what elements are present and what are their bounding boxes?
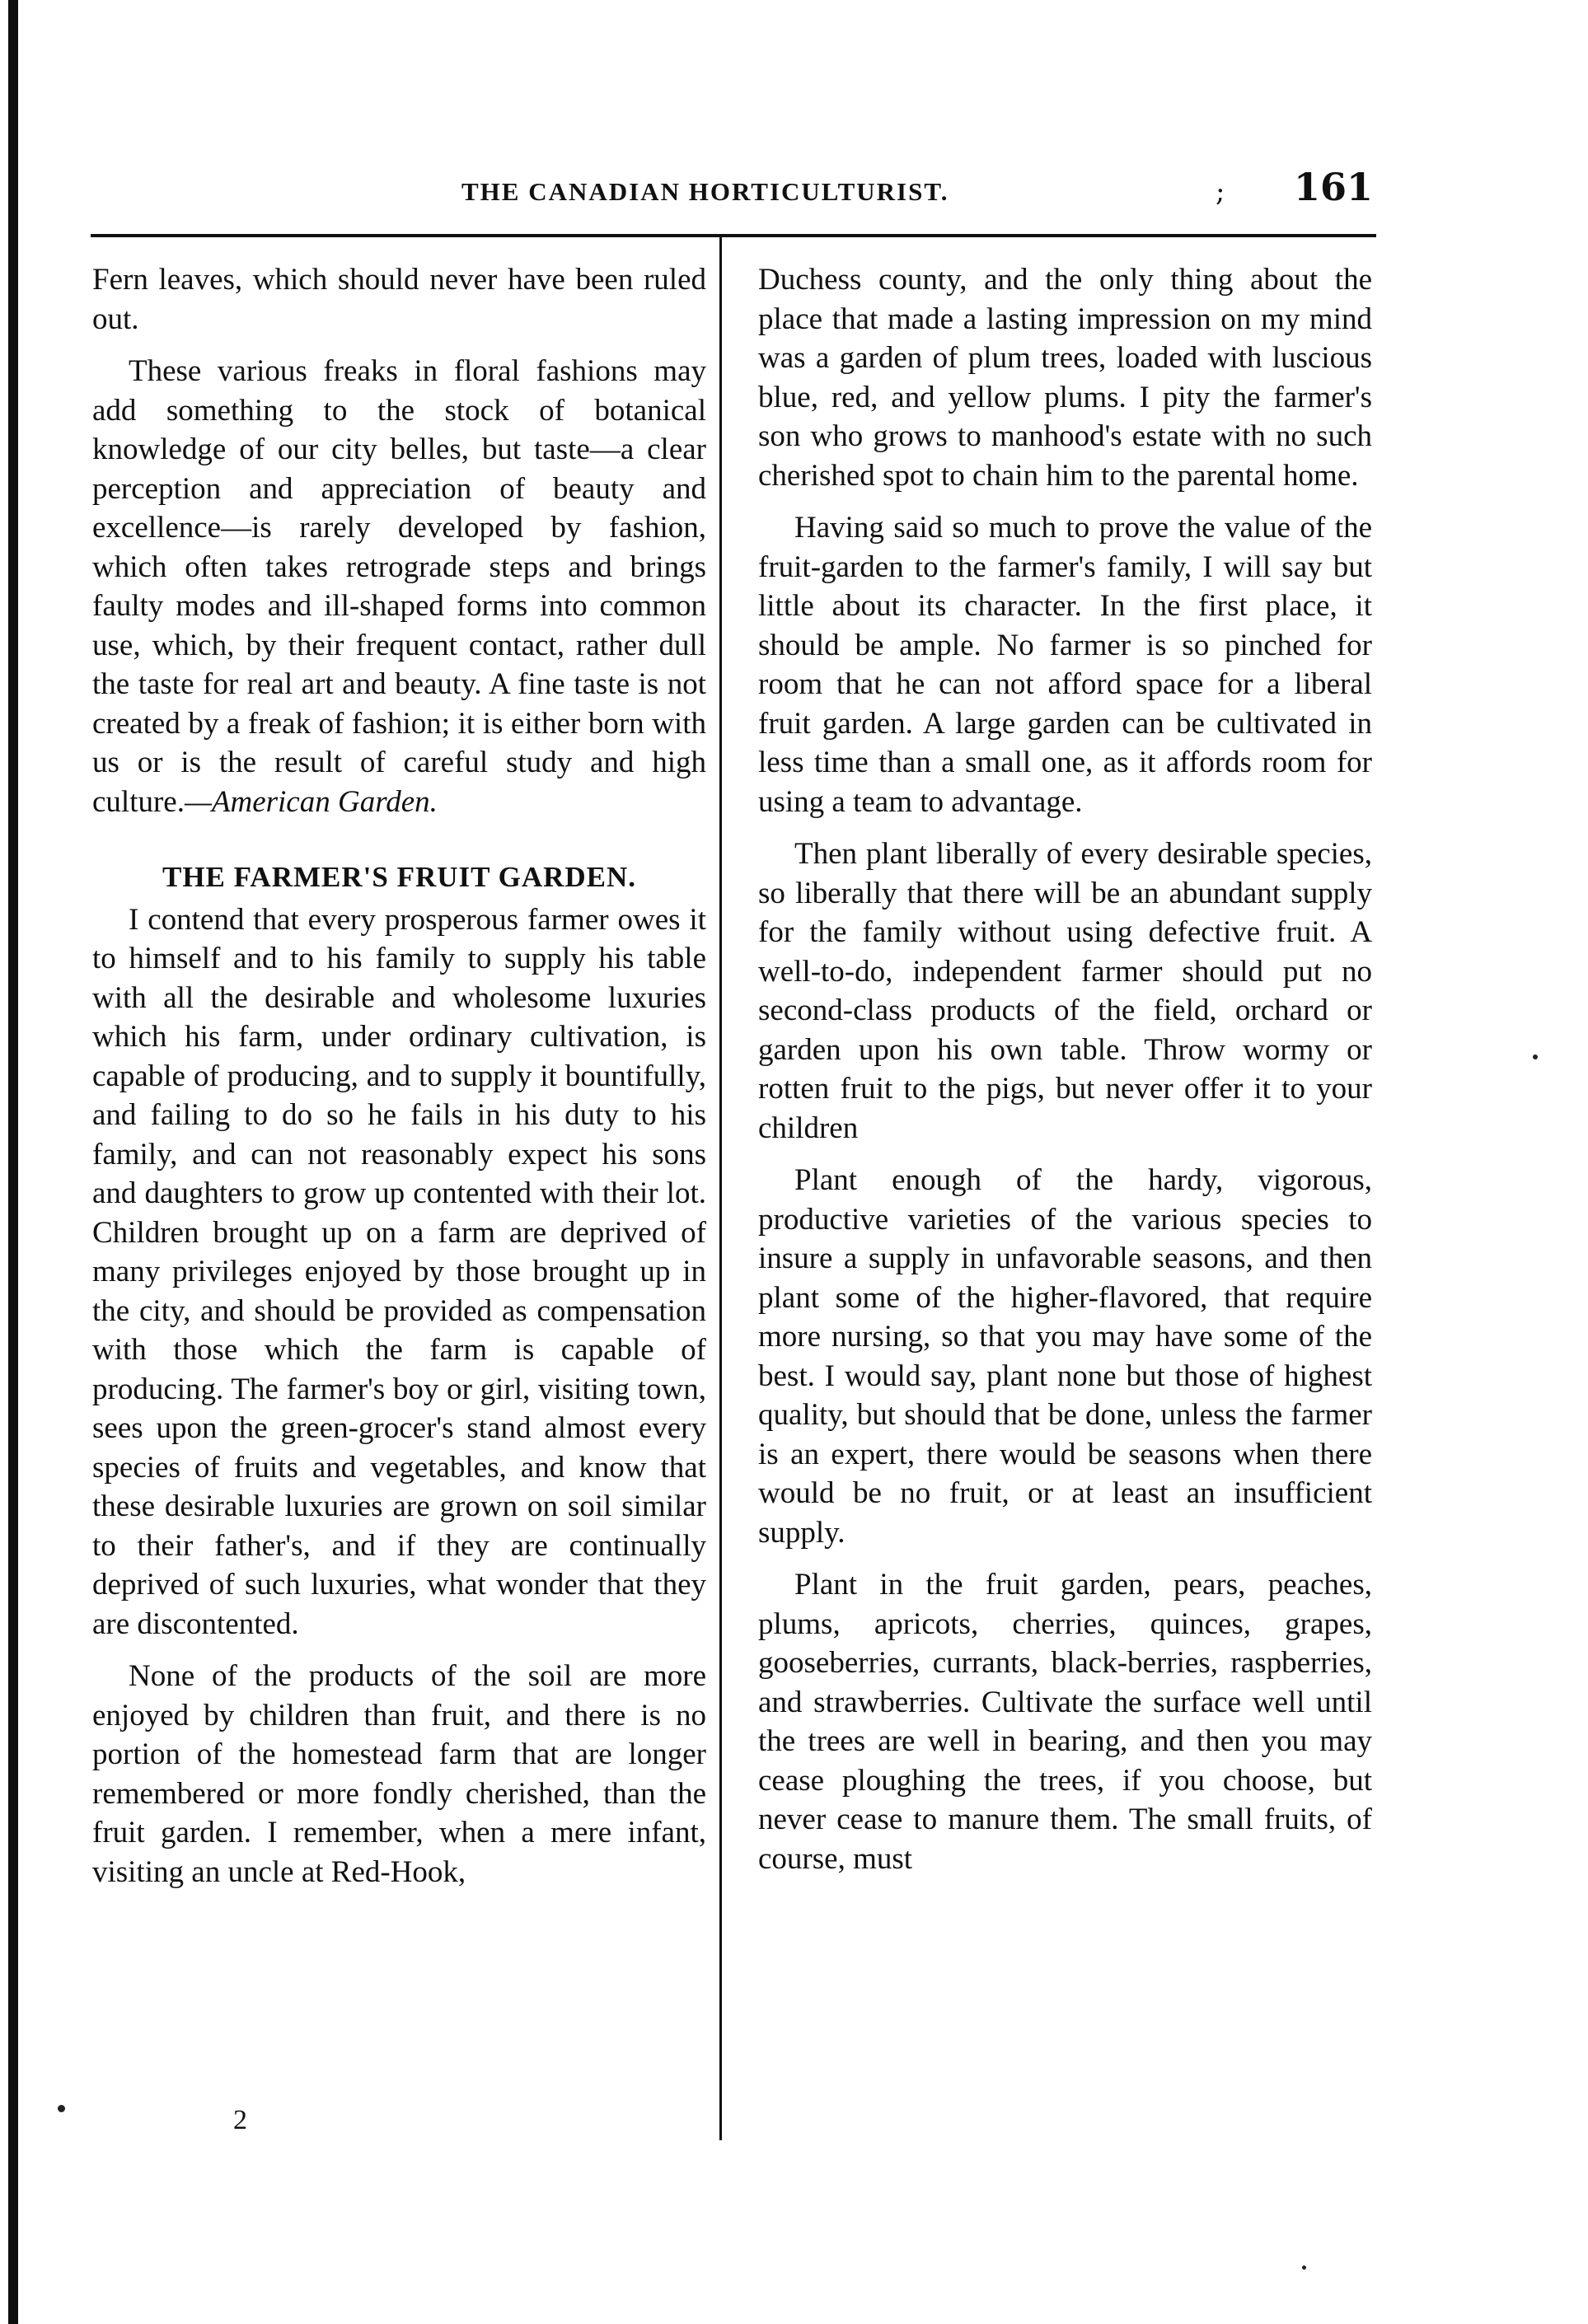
print-speck — [58, 2105, 65, 2112]
paragraph: Plant enough of the hardy, vigorous, productive varieties of the various species to insure a supply in unfavorable seasons, and then plant some of the higher-flavored, that require more nursing, so that you may have some of the best. I would say, plant none but those of highest quality, but should that be done, unless the farmer is an expert, there would be seasons when there would be no fruit, or at least an insufficient supply. — [758, 1163, 1372, 1550]
section-heading: THE FARMER'S FRUIT GARDEN. — [162, 861, 637, 893]
running-head: THE CANADIAN HORTICULTURIST. — [461, 177, 949, 206]
page-binding-edge — [8, 0, 18, 2324]
paragraph: Then plant liberally of every desirable species, so liberally that there will be an abundant supply for the family without using defective fruit. A well-to-do, independent farmer should put no second-class products of the field, orchard or garden upon his own table. Throw wormy or rotten fruit to the pigs, but never offer it to your children — [758, 837, 1372, 1145]
print-speck — [1302, 2266, 1306, 2270]
right-column — [758, 260, 1372, 1891]
citation: —American Garden. — [184, 784, 438, 819]
signature-mark: 2 — [233, 2105, 247, 2135]
left-column — [92, 260, 706, 1905]
print-speck — [1533, 1054, 1538, 1059]
paragraph: I contend that every prosperous farmer owes it to himself and to his family to supply his table with all the desirable and wholesome luxuries which his farm, under ordinary cultivation, is capable of producing, and to supply it bountifully, and failing to do so he fails in his duty to his family, and can not reasonably expect his sons and daughters to grow up contented with their lot. Children brought up on a farm are deprived of many privileges enjoyed by those brought up in the city, and should be provided as compensation with those which the farm is capable of producing. The farmer's boy or girl, visiting town, sees upon the green-grocer's stand almost every species of fruits and vegetables, and know that these desirable luxuries are grown on soil similar to their father's, and if they are continually deprived of such luxuries, what wonder that they are discontented. — [92, 902, 706, 1641]
paragraph-with-citation — [92, 352, 706, 821]
header-mark: ; — [1216, 175, 1225, 208]
paragraph: None of the products of the soil are more enjoyed by children than fruit, and there is no portion of the homestead farm that are longer remembered or more fondly cherished, than the fruit garden. I remember, when a mere infant, visiting an uncle at Red-Hook, — [92, 1659, 706, 1889]
paragraph: Having said so much to prove the value of the fruit-garden to the farmer's family, I will say but little about its character. In the first place, it should be ample. No farmer is so pinched for room that he can not afford space for a liberal fruit garden. A large garden can be cultivated in less time than a small one, as it affords room for using a team to advantage. — [758, 511, 1372, 819]
column-divider — [719, 237, 722, 2140]
page-header — [82, 161, 1376, 218]
paragraph: Plant in the fruit garden, pears, peaches, plums, apricots, cherries, quinces, grapes, gooseberries, currants, black-berries, raspberries, and strawberries. Cultivate the surface well until the trees are well in bearing, and then you may cease ploughing the trees, if you choose, but never cease to manure them. The small fruits, of course, must — [758, 1568, 1372, 1876]
page-number: 161 — [1294, 165, 1374, 209]
paragraph-text: These various freaks in floral fashions may add something to the stock of botanical knowledge of our city belles, but taste—a clear perception and appreciation of beauty and excellence—is rarely developed by fashion, which often takes retrograde steps and brings faulty modes and ill-shaped forms into common use, which, by their frequent contact, rather dull the taste for real art and beauty. A fine taste is not created by a freak of fashion; it is either born with us or is the result of careful study and high culture. — [92, 354, 706, 819]
paragraph: Duchess county, and the only thing about the place that made a lasting impression on my mind was a garden of plum trees, loaded with luscious blue, red, and yellow plums. I pity the farmer's son who grows to manhood's estate with no such cherished spot to chain him to the parental home. — [758, 263, 1372, 493]
paragraph: Fern leaves, which should never have been ruled out. — [92, 263, 706, 336]
header-rule — [91, 234, 1376, 237]
